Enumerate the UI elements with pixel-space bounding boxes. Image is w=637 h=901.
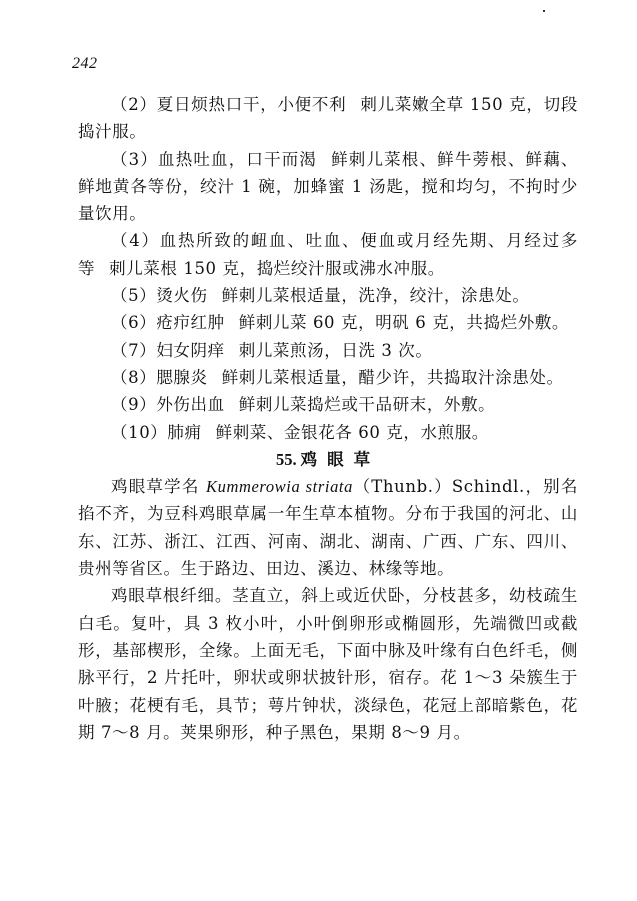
latin-name: Kummerowia striata	[206, 477, 353, 497]
item-text: 鲜刺儿菜根、鲜牛蒡根、鲜藕、鲜地黄各等份，绞汁 1 碗，加蜂蜜 1 汤匙，搅和均匀，不拘时少量饮用。	[78, 149, 578, 224]
item-title: 外伤出血	[156, 395, 225, 415]
item-title: 腮腺炎	[156, 367, 208, 387]
list-item	[78, 337, 578, 364]
scan-speck	[543, 10, 545, 12]
item-number: （10）	[111, 422, 168, 442]
list-item	[78, 227, 578, 282]
item-text: 鲜刺菜、金银花各 60 克，水煎服。	[215, 422, 489, 442]
item-number: （9）	[111, 395, 157, 415]
item-number: （2）	[111, 95, 157, 114]
item-number: （5）	[111, 286, 157, 306]
item-text: 刺儿菜嫩全草 150 克，切段捣汁服。	[78, 95, 578, 142]
item-text: 鲜刺儿菜 60 克，明矾 6 克，共捣烂外敷。	[238, 313, 569, 333]
list-item	[78, 309, 578, 336]
paragraph-text: （Thunb.）Schindl.，别名掐不齐，为豆科鸡眼草属一年生草本植物。分布于我国的河北、山东、江苏、浙江、江西、河南、湖北、湖南、广西、广东、四川、贵州等省区。生于路边、田边、溪边、林缘等地。	[78, 477, 578, 579]
paragraph	[78, 473, 578, 582]
item-number: （8）	[111, 367, 157, 387]
paragraph: 鸡眼草根纤细。茎直立，斜上或近伏卧，分枝甚多，幼枝疏生白毛。复叶，具 3 枚小叶，小叶倒卵形或椭圆形，先端微凹或截形，基部楔形，全缘。上面无毛，下面中脉及叶缘有白色纤毛，侧脉平行，2 片托叶，卵状或卵状披针形，宿存。花 1～3 朵簇生于叶腋；花梗有毛，具节；萼片钟状，淡绿色，花冠上部暗紫色，花期 7～8 月。荚果卵形，种子黑色，果期 8～9 月。	[78, 586, 578, 742]
item-number: （6）	[111, 313, 157, 333]
list-item	[78, 91, 578, 146]
section-number: 55.	[275, 449, 297, 469]
section-heading	[78, 446, 578, 473]
section-title: 鸡眼草	[300, 449, 381, 469]
item-text: 鲜刺儿菜根适量，洗净，绞汁，涂患处。	[221, 286, 530, 306]
item-title: 肺痈	[167, 422, 202, 442]
item-title: 妇女阴痒	[156, 340, 225, 360]
page-body	[78, 91, 578, 746]
page-number: 242	[72, 55, 98, 72]
list-item	[78, 364, 578, 391]
item-text: 刺儿菜根 150 克，捣烂绞汁服或沸水冲服。	[109, 258, 445, 278]
item-title: 血热吐血，口干而渴	[158, 149, 318, 169]
item-title: 夏日烦热口干，小便不利	[156, 95, 347, 114]
paragraph-text: 鸡眼草学名	[111, 477, 207, 497]
item-text: 鲜刺儿菜捣烂或干品研末，外敷。	[238, 395, 496, 415]
list-item	[78, 282, 578, 309]
item-title: 血热所致的衄血、吐血、便血或月经先期、月经过多等	[78, 231, 578, 278]
list-item	[78, 419, 578, 446]
item-title: 烫火伤	[156, 286, 208, 306]
item-number: （4）	[111, 231, 160, 251]
list-item	[78, 146, 578, 228]
item-number: （3）	[111, 149, 159, 169]
item-text: 鲜刺儿菜根适量，醋少许，共捣取汁涂患处。	[221, 367, 564, 387]
item-text: 刺儿菜煎汤，日洗 3 次。	[238, 340, 433, 360]
list-item	[78, 391, 578, 418]
item-title: 疮疖红肿	[156, 313, 225, 333]
item-number: （7）	[111, 340, 157, 360]
